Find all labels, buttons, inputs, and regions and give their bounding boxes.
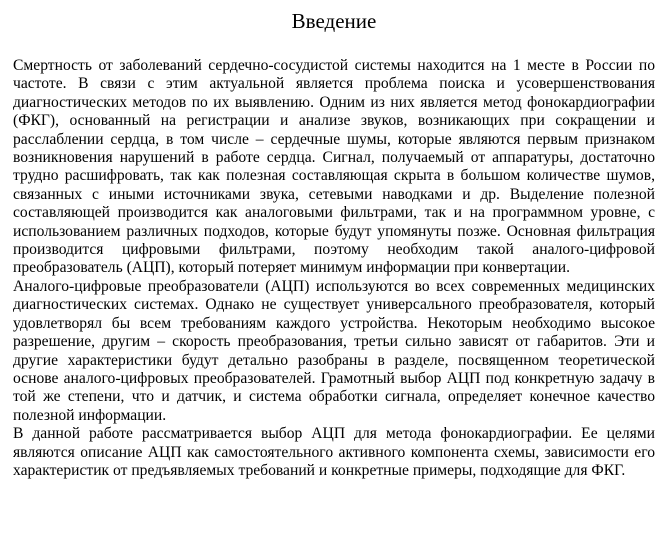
document-page: [13, 10, 655, 480]
paragraph-intro: Смертность от заболеваний сердечно-сосудистой системы находится на 1 месте в России по частоте. В связи с этим актуальной является проблема поиска и усовершенствования диагностических методов по их выявлению. Одним из них является метод фонокардиографии (ФКГ), основанный на регистрации и анализе звуков, возникающих при сокращении и расслаблении сердца, в том числе – сердечные шумы, которые являются первым признаком возникновения нарушений в работе сердца. Сигнал, получаемый от аппаратуры, достаточно трудно расшифровать, так как полезная составляющая скрыта в большом количестве шумов, связанных с иными источниками звука, сетевыми наводками и др. Выделение полезной составляющей производится как аналоговыми фильтрами, так и на программном уровне, с использованием различных подходов, которые будут упомянуты позже. Основная фильтрация производится цифровыми фильтрами, поэтому необходим такой аналого-цифровой преобразователь (АЦП), который потеряет минимум информации при конвертации.: [13, 57, 655, 277]
paragraph-goals: В данной работе рассматривается выбор АЦП для метода фонокардиографии. Ее целями являются описание АЦП как самостоятельного активного компонента схемы, зависимости его характеристик от предъявляемых требований и конкретные примеры, подходящие для ФКГ.: [13, 425, 655, 479]
paragraph-adc: Аналого-цифровые преобразователи (АЦП) используются во всех современных медицинских диагностических системах. Однако не существует универсального преобразователя, который удовлетворял бы всем требованиям каждого устройства. Некоторым необходимо высокое разрешение, другим – скорость преобразования, третьи сильно зависят от габаритов. Эти и другие характеристики будут детально разобраны в разделе, посвященном теоретической основе аналого-цифровых преобразователей. Грамотный выбор АЦП под конкретную задачу в той же степени, что и датчик, и система обработки сигнала, определяет конечное качество полезной информации.: [13, 277, 655, 424]
page-title: Введение: [291, 9, 377, 33]
